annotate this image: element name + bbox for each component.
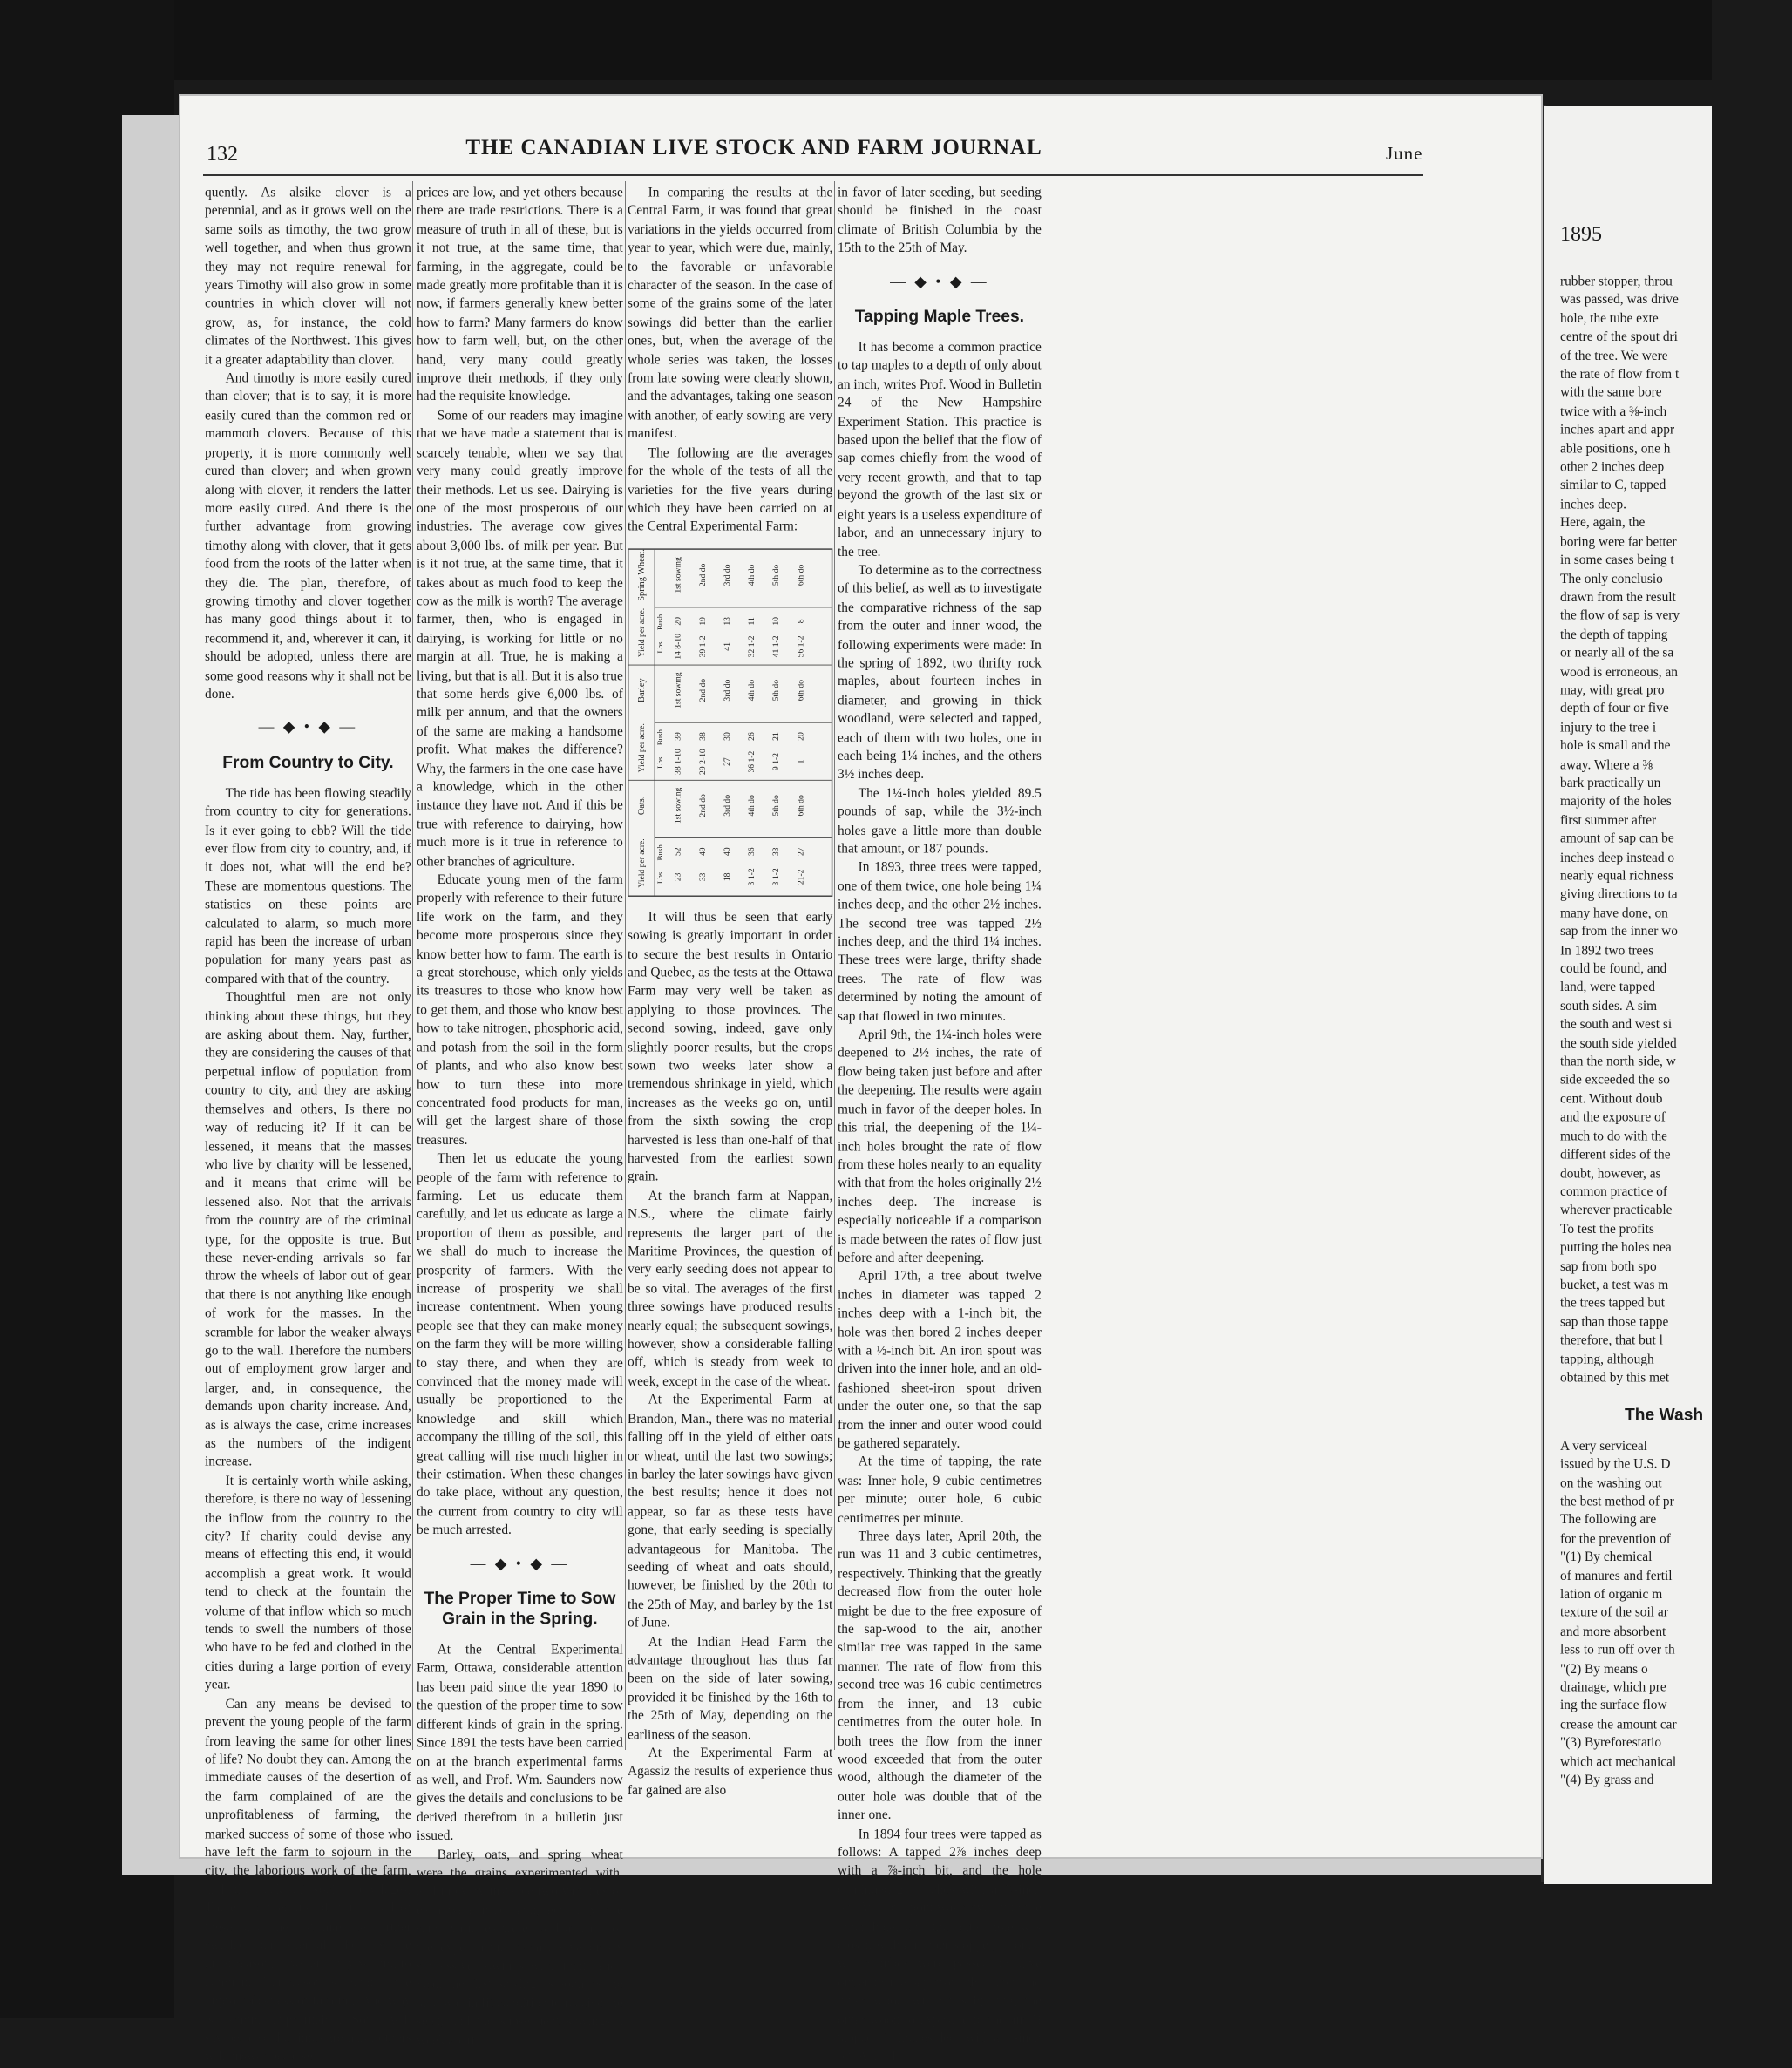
facing-page-line: south sides. A sim [1560,1000,1658,1014]
facing-page-line: in some cases being t [1560,553,1674,568]
table-crop-heading: Oats. [637,796,648,815]
facing-page-line: nearly equal richness [1560,869,1673,885]
table-bushels-value: 21 [771,731,782,741]
facing-page [1544,106,1712,1884]
table-yield-heading: Yield per acre. [637,607,648,657]
facing-page-line: depth of four or five [1560,702,1669,717]
facing-page-line: with the same bore [1560,386,1662,401]
facing-page-line: first summer after [1560,813,1657,829]
table-pounds-value: 39 1-2 [697,635,708,657]
table-bushels-value: 52 [673,847,683,856]
facing-page-line: therefore, that but l [1560,1333,1663,1349]
paragraph: quently. As alsike clover is a perennial, and as it grows well on the same soils as timothy, the two grow well together, and when thus grown they may not require renewal for years Timothy will also grow in some countries in which clover will not grow, as, for instance, the cold climates of the Northwest. This gives it a greater adaptability than clover. [205,186,411,368]
facing-page-line: of the tree. We were [1560,349,1668,364]
facing-page-line: obtained by this met [1560,1371,1670,1386]
table-sowing-label: 6th do [796,564,806,586]
facing-page-line: the flow of sap is very [1560,609,1680,624]
facing-page-line: cent. Without doub [1560,1092,1663,1107]
table-pounds-value: 9 1-2 [771,752,782,770]
paragraph: prices are low, and yet others because there are trade restrictions. There is a measure of truth in all of these, but is it not true, at the same time, that farming, in the aggregate, could be made greatly more profitable than it is now, if farmers generally knew better how to farm? Many farmers do know how to farm well, but, on the other hand, very many could greatly improve their methods, if they only had the requisite knowledge. [417,186,623,405]
paragraph: April 9th, the 1¼-inch holes were deepened to 2½ inches, the rate of flow being taken just before and after the deepening. The results were again much in favor of the deeper holes. In this trial, the deepening of the 1¼-inch holes brought the rate of flow from these holes nearly to an equality with that from the holes originally 2½ inches deep. The increase is especially noticeable if a comparison is made between the rates of flow just before and after deepening. [838,1028,1042,1266]
facing-page-line: wherever practicable [1560,1204,1673,1218]
table-sowing-label: 6th do [796,679,806,701]
facing-page-line: than the north side, w [1560,1054,1676,1070]
table-unit-heading: Bush. [655,842,664,861]
paragraph: Thoughtful men are not only thinking about these things, but they are asking about them. Nay, further, they are considering the causes of that perpetual inflow of population from country to city, and they are asking themselves and others, Is there no way of reducing it? If it can be lessened, it means that the masses who live by charity will be lessened, and it means that crime will be lessened also. Not that the arrivals from the country are of the criminal type, for the opposite is true. But these never-ending arrivals so far throw the wheels of labor out of gear that there is not anything like enough of work for the masses. In the scramble for labor the weaker always go to the wall. Therefore the numbers out of employment grow larger and larger, and, in consequence, the demands upon charity increase. And, as is always the case, crime increases as the numbers of the indigent increase. [205,991,411,1470]
facing-page-line: drainage, which pre [1560,1680,1666,1696]
facing-page-line: rubber stopper, throu [1560,275,1673,289]
facing-page-line: crease the amount car [1560,1718,1677,1732]
paragraph: It has become a common practice to tap maples to a depth of only about an inch, writes Prof. Wood in Bulletin 24 of the New Hampshire Experiment Station. This practice is based upon the belief that the flow of sap comes chiefly from the wood of very recent growth, and that to tap beyond the growth of the last six or eight years is a useless expenditure of labor, and an unnecessary injury to the tree. [838,341,1042,559]
facing-page-line: hole is small and the [1560,739,1671,754]
table-sowing-label: 4th do [747,564,757,586]
facing-page-line: of manures and fertil [1560,1569,1673,1584]
table-sowing-label: 5th do [771,794,782,817]
facing-page-line: A very serviceal [1560,1439,1647,1454]
table-sowing-label: 2nd do [697,678,708,702]
paragraph: Barley, oats, and spring wheat were the grains experimented with, and in every instance two varieties of each were used, and, generally, the same varieties were used at each of the experimental farms. Five or six successive sowings were made each year, the first sowing as soon as the land was in fit condition to receive the seed, and the subsequent sowings a week apart. [417,1848,623,2048]
facing-page-heading: The Wash [1625,1405,1704,1425]
table-crop-heading: Barley [637,677,648,702]
table-unit-heading: Lbs. [655,639,664,654]
table-bushels-value: 11 [747,616,757,626]
facing-page-line: The following are [1560,1513,1657,1529]
facing-page-line: "(2) By means o [1560,1662,1648,1677]
facing-page-line: the best method of pr [1560,1495,1674,1509]
issue-month: June [1386,143,1423,164]
table-pounds-value: 23 [673,872,683,881]
table-sowing-label: 6th do [796,794,806,817]
paragraph: Then let us educate the young people of the farm with reference to farming. Let us educate them carefully, and let us educate as large a proportion of them as possible, and we shall do much to increase the prosperity of farmers. With the increase of prosperity we shall increase contentment. When young people see that they can make money on the farm they will be more willing to stay there, and when they are convinced that the money made will usually be proportioned to the knowledge and skill which accompany the tilling of the soil, this great calling will rise much higher in their estimation. When these changes do take place, without any question, the current from country to city will be much arrested. [417,1152,623,1538]
facing-page-line: texture of the soil ar [1560,1606,1668,1621]
table-sowing-label: 1st sowing [673,672,683,709]
scan-frame-top [0,0,1712,80]
table-bushels-value: 13 [722,616,732,626]
facing-page-line: doubt, however, as [1560,1166,1661,1182]
column-4 [838,185,1042,2068]
paragraph: Educate young men of the farm properly with reference to their future life work on the farm, and they become more prosperous since they know better how to farm. The earth is a great storehouse, which only yields its treasures to those who know how to get them, and those who know best how to take nitrogen, phosphoric acid, and potash from the soil in the form of plants, and who also know best how to turn these into more concentrated food products for man, will get the largest share of those treasures. [417,873,623,1149]
facing-page-line: issued by the U.S. D [1560,1457,1671,1473]
facing-page-line: sap than those tappe [1560,1315,1669,1330]
table-pounds-value: 3 1-2 [771,867,782,885]
column-1 [205,185,411,2068]
facing-page-line: much to do with the [1560,1129,1668,1144]
facing-page-line: tapping, although [1560,1353,1654,1367]
ornament-divider: — ◆ • ◆ — [470,1554,570,1572]
table-pounds-value: 41 1-2 [771,635,782,657]
facing-page-line: for the prevention of [1560,1532,1671,1547]
table-pounds-value: 3 1-2 [747,867,757,885]
table-pounds-value: 21-2 [796,869,806,885]
table-bushels-value: 10 [771,616,782,626]
table-sowing-label: 3rd do [722,679,732,702]
table-bushels-value: 20 [796,731,806,741]
facing-page-line: giving directions to ta [1560,888,1678,903]
facing-page-line: putting the holes nea [1560,1241,1672,1256]
facing-page-line: on the washing out [1560,1476,1662,1491]
paragraph: At the Indian Head Farm the advantage throughout has thus far been on the side of later sowing, provided it be finished by the 16th to the 25th of May, depending on the earliness of the season. [628,1635,833,1743]
article-heading: From Country to City. [222,751,394,772]
table-pounds-value: 27 [722,756,732,766]
facing-page-line: land, were tapped [1560,980,1655,995]
table-bushels-value: 36 [747,847,757,856]
facing-page-line: different sides of the [1560,1148,1671,1163]
facing-page-line: amount of sap can be [1560,832,1674,847]
table-sowing-label: 3rd do [722,564,732,586]
facing-page-line: away. Where a ⅜ [1560,757,1653,773]
paragraph: To determine as to the correctness of this belief, as well as to investigate the comparative richness of the sap from the outer and inner wood, the following experiments were made: In the spring of 1892, two thrifty rock maples, about fourteen inches in diameter, and growing in thick woodland, were selected and tapped, each of them with two holes, one in each being 1¼ inches, and the others 3½ inches deep. [838,563,1042,783]
facing-page-line: drawn from the result [1560,590,1676,606]
article-heading: The Proper Time to Sow Grain in the Spring. [424,1588,616,1629]
facing-page-line: and the exposure of [1560,1110,1666,1126]
paragraph: April 17th, a tree about twelve inches in diameter was tapped 2 inches deep with a 1-inch bit, the hole was then bored 2 inches deeper with a ½-inch bit. An iron spout was driven into the inner hole, and an old-fashioned sheet-iron spout driven under the outer one, so that the sap from the inner and outer wood could be gathered separately. [838,1270,1042,1452]
table-bushels-value: 38 [697,731,708,741]
paragraph: Some of our readers may imagine that we have made a statement that is scarcely tenable, when we say that very many could greatly improve their methods. Let us see. Dairying is one of the most prosperous of our industries. The average cow gives about 3,000 lbs. of milk per year. But is it not true, at the same time, that it takes about as much food to keep the cow as the milk is worth? The average farmer, then, who is engaged in dairying, is working for little or no margin at all. True, he is making a living, but that is all. But it is also true that some herds give 6,000 lbs. of milk per annum, and that the owners of the same are making a handsome profit. What makes the difference? Why, the farmers in the one case have a knowledge, which in the other instance they have not. And if this be true with reference to dairying, how much more is it true in reference to other branches of agriculture. [417,409,623,870]
ornament-divider: — ◆ • ◆ — [890,272,989,290]
facing-page-line: In 1892 two trees [1560,944,1654,959]
facing-page-line: injury to the tree i [1560,721,1657,736]
column-3 [628,185,832,1801]
facing-page-line: lation of organic m [1560,1588,1663,1603]
paragraph: It is certainly worth while asking, therefore, is there no way of lessening the inflow from the country to the city? If charity could devise any means of effecting this end, it would accomplish a great work. It would tend to check at the fountain the volume of that inflow which so much tends to swell the numbers of those who have to be fed and clothed in the cities during a large portion of every year. [205,1474,411,1693]
facing-page-line: hole, the tube exte [1560,312,1659,327]
table-crop-heading: Spring Wheat. [637,548,648,601]
table-pounds-value: 1 [796,759,806,764]
column-2 [417,185,623,2051]
paragraph: And timothy is more easily cured than clover; that is to say, it is more easily cured than the common red or mammoth clovers. Because of this property, it is more commonly well cured than clover; and when grown along with clover, it renders the latter more easily cured. And there is the further advantage from growing timothy along with clover, that it gets food from the roots of the latter when they die. The plan, therefore, of growing timothy and clover together has many good things about it to recommend it, and, wherever it can, it should be adopted, unless there are some good reasons why it shall not be done. [205,371,411,702]
table-sowing-label: 1st sowing [673,787,683,824]
facing-page-line: inches deep. [1560,498,1627,512]
facing-page-column [1560,274,1792,1791]
paragraph: At the branch farm at Nappan, N.S., where the climate fairly represents the larger part of the Maritime Provinces, the question of very early seeding does not appear to be so vital. The averages of the first three sowings have produced results nearly equal; the subsequent sowings, however, show a considerable falling off, which is steady from week to week, except in the case of the wheat. [628,1189,833,1390]
facing-page-line: which act mechanical [1560,1755,1677,1770]
facing-page-line: similar to C, tapped [1560,479,1666,494]
table-unit-heading: Bush. [655,727,664,745]
facing-page-line: majority of the holes [1560,795,1672,810]
yield-table [628,548,832,897]
table-pounds-value: 32 1-2 [747,635,757,657]
facing-page-line: twice with a ⅜-inch [1560,404,1667,420]
facing-page-line: sap from the inner wo [1560,925,1678,940]
facing-page-year: 1895 [1560,223,1602,246]
table-yield-heading: Yield per acre. [637,837,648,888]
facing-page-line: the south side yielded [1560,1036,1677,1051]
table-unit-heading: Bush. [655,612,664,630]
facing-page-line: the trees tapped but [1560,1297,1665,1312]
facing-page-line: able positions, one h [1560,442,1671,457]
paragraph: In comparing the results at the Central Farm, it was found that great variations in the yields occurred from year to year, which were due, mainly, to the favorable or unfavorable character of the season. In the case of some of the grains some of the later sowings did better than the earlier ones, but, when the average of the whole series was taken, the losses from late sowing were clearly shown, and the advantages, taking one season with another, of early sowing are very manifest. [628,186,833,442]
table-sowing-label: 5th do [771,564,782,586]
facing-page-line: many have done, on [1560,906,1668,921]
table-pounds-value: 41 [722,641,732,651]
table-unit-heading: Lbs. [655,754,664,769]
facing-page-line: may, with great pro [1560,683,1665,698]
paragraph: At the time of tapping, the rate was: Inner hole, 9 cubic centimetres per minute; outer hole, 6 cubic centimetres per minute. [838,1455,1042,1526]
table-bushels-value: 49 [697,847,708,856]
paragraph: It will thus be seen that early sowing is greatly important in order to secure the best results in Ontario and Quebec, as the tests at the Ottawa Farm may very well be taken as applying to those provinces. The second sowing, indeed, gave only slightly poorer results, but the crops sown two weeks later show a tremendous shrinkage in yield, which increases as the weeks go on, until from the sixth sowing the crop harvested is less than one-half of that harvested from the earliest sown grain. [628,910,833,1185]
facing-page-line: To test the profits [1560,1222,1654,1237]
facing-page-line: less to run off over th [1560,1644,1675,1658]
paragraph: The following are the averages for the whole of the tests of all the varieties for the five years during which they have been carried on at the Central Experimental Farm: [628,445,833,535]
table-pounds-value: 38 1-10 [673,748,683,775]
facing-page-line: inches apart and appr [1560,424,1675,438]
facing-page-line: ing the surface flow [1560,1699,1667,1714]
facing-page-line: inches deep instead o [1560,851,1675,865]
table-bushels-value: 33 [771,847,782,856]
table-sowing-label: 5th do [771,679,782,701]
paragraph: At the Central Experimental Farm, Ottawa, considerable attention has been paid since the year 1890 to the question of the proper time to sow different kinds of grain in the spring. Since 1891 the tests have been carried on at the branch experimental farms as well, and Prof. Wm. Saunders now gives the details and conclusions to be derived therefrom in a bulletin just issued. [417,1643,623,1844]
facing-page-line: The only conclusio [1560,572,1663,586]
facing-page-line: the south and west si [1560,1018,1673,1033]
paragraph: At the Experimental Farm at Brandon, Man., there was no material falling off in the yield of either oats or wheat, until the last two sowings; in barley the later sowings have given the best results; hence it does not appear, so far as these tests have gone, that early seeding is specially advantageous for Manitoba. The seeding of wheat and oats should, however, be finished by the 20th to the 25th of May, and barley by the 1st of June. [628,1393,833,1631]
paragraph: In 1894 four trees were tapped as follows: A tapped 2⅞ inches deep with a ⅞-inch bit, and the hole continued 2⅞ inches with a ⅜-inch bit. An iron spout was driven into the inner hole, and the outer hole was closed with a rubber stopper, through which tubes were passed to give outlet to the sap from the outer and inner wood without subjecting the outer wood to exposure to the air: B tapped 5⅜ inches deep with a ⅜-inch bit. A third [838,1827,1042,2065]
yield-table-grid [628,549,831,895]
facing-page-line: "(3) Byreforestatio [1560,1736,1662,1752]
facing-page-line: could be found, and [1560,962,1667,977]
column-rule [625,181,626,1750]
table-bushels-value: 30 [722,731,732,741]
column-rule [834,181,835,1750]
column-rule [412,181,413,1750]
table-pounds-value: 33 [697,872,708,881]
facing-page-line: and more absorbent [1560,1624,1666,1640]
facing-page-line: boring were far better [1560,534,1677,550]
table-bushels-value: 27 [796,847,806,856]
facing-page-line: Here, again, the [1560,516,1646,531]
facing-page-line: the depth of tapping [1560,627,1668,642]
header-rule [203,174,1423,176]
facing-page-line: "(1) By chemical [1560,1550,1653,1565]
facing-page-line: centre of the spout dri [1560,330,1678,345]
paragraph: The tide has been flowing steadily from country to city for generations. Is it ever going to ebb? Will the tide ever flow from city to country, and, if it does not, what will the end be? These are momentous questions. The statistics on these points are calculated to alarm, so much more rapid has been the increase of urban population for many years past as compared with that of the country. [205,786,411,987]
facing-page-line: side exceeded the so [1560,1074,1670,1088]
facing-page-line: "(4) By grass and [1560,1773,1654,1788]
page-number: 132 [207,143,238,166]
paragraph: in favor of later seeding, but seeding should be finished in the coast climate of British Columbia by the 15th to the 25th of May. [838,186,1042,256]
table-pounds-value: 18 [722,872,732,881]
table-pounds-value: 29 2-10 [697,748,708,775]
table-bushels-value: 39 [673,731,683,741]
facing-page-line: was passed, was drive [1560,293,1679,309]
facing-page-line: common practice of [1560,1185,1667,1200]
facing-page-line: bark practically un [1560,776,1661,791]
table-pounds-value: 36 1-2 [747,750,757,773]
facing-page-line: other 2 inches deep [1560,460,1665,475]
table-unit-heading: Lbs. [655,870,664,884]
table-pounds-value: 14 8-10 [673,633,683,660]
table-sowing-label: 2nd do [697,563,708,586]
table-sowing-label: 4th do [747,679,757,701]
table-pounds-value: 56 1-2 [796,635,806,657]
table-sowing-label: 2nd do [697,793,708,817]
facing-page-line: wood is erroneous, an [1560,665,1678,680]
facing-page-line: or nearly all of the sa [1560,646,1674,661]
newspaper-page [179,94,1543,2065]
table-yield-heading: Yield per acre. [637,722,648,772]
paragraph: The 1¼-inch holes yielded 89.5 pounds of sap, while the 3½-inch holes gave a little more than double that amount, or 187 pounds. [838,786,1042,858]
table-bushels-value: 26 [747,731,757,741]
article-heading: Tapping Maple Trees. [854,306,1025,326]
journal-title: THE CANADIAN LIVE STOCK AND FARM JOURNAL [465,136,1042,159]
table-sowing-label: 1st sowing [673,556,683,593]
table-bushels-value: 8 [796,618,806,623]
table-bushels-value: 40 [722,847,732,856]
table-bushels-value: 20 [673,616,683,626]
table-sowing-label: 4th do [747,794,757,817]
facing-page-line: sap from both spo [1560,1259,1657,1274]
paragraph: At the Experimental Farm at Agassiz the results of experience thus far gained are also [628,1746,833,1799]
facing-page-line: bucket, a test was m [1560,1278,1669,1293]
paragraph: Can any means be devised to prevent the young people of the farm from leaving the same for other lines of life? No doubt they can. Among the immediate causes of the desertion of the farm complained of are the unprofitableness of farming, the marked success of some of those who have left the farm to sojourn in the city, the laborious work of the farm, and the lack of social privileges. There is a measure of truth in all of these, and the list may be further swelled, but, after all, there is one great reason, if we are only willing to admit it. That reason is found in the unprofitableness of farming. And why is farming unprofitable? Some will say because the times are hard, others will answer because [205,1697,411,2065]
paragraph: Three days later, April 20th, the run was 11 and 3 cubic centimetres, respectively. Thinking that the greatly decreased flow from the outer hole might be due to the free exposure of the sap-wood to the air, another similar tree was tapped in the same manner. The rate of flow from this second tree was 16 cubic centimetres from the inner, and 13 cubic centimetres from the outer hole. In both trees the flow from the inner wood exceeded that from the outer wood, although the diameter of the outer hole was double that of the inner one. [838,1529,1042,1823]
paragraph: In 1893, three trees were tapped, one of them twice, one hole being 1¼ inches deep, and the other 2½ inches. The second tree was tapped 2½ inches deep, and the third 1¼ inches. These trees were large, thrifty shade trees. The rate of flow was determined by noting the amount of sap that flowed in two minutes. [838,861,1042,1024]
table-bushels-value: 19 [697,616,708,626]
facing-page-line: the rate of flow from t [1560,368,1680,383]
ornament-divider: — ◆ • ◆ — [258,717,358,736]
table-sowing-label: 3rd do [722,794,732,817]
